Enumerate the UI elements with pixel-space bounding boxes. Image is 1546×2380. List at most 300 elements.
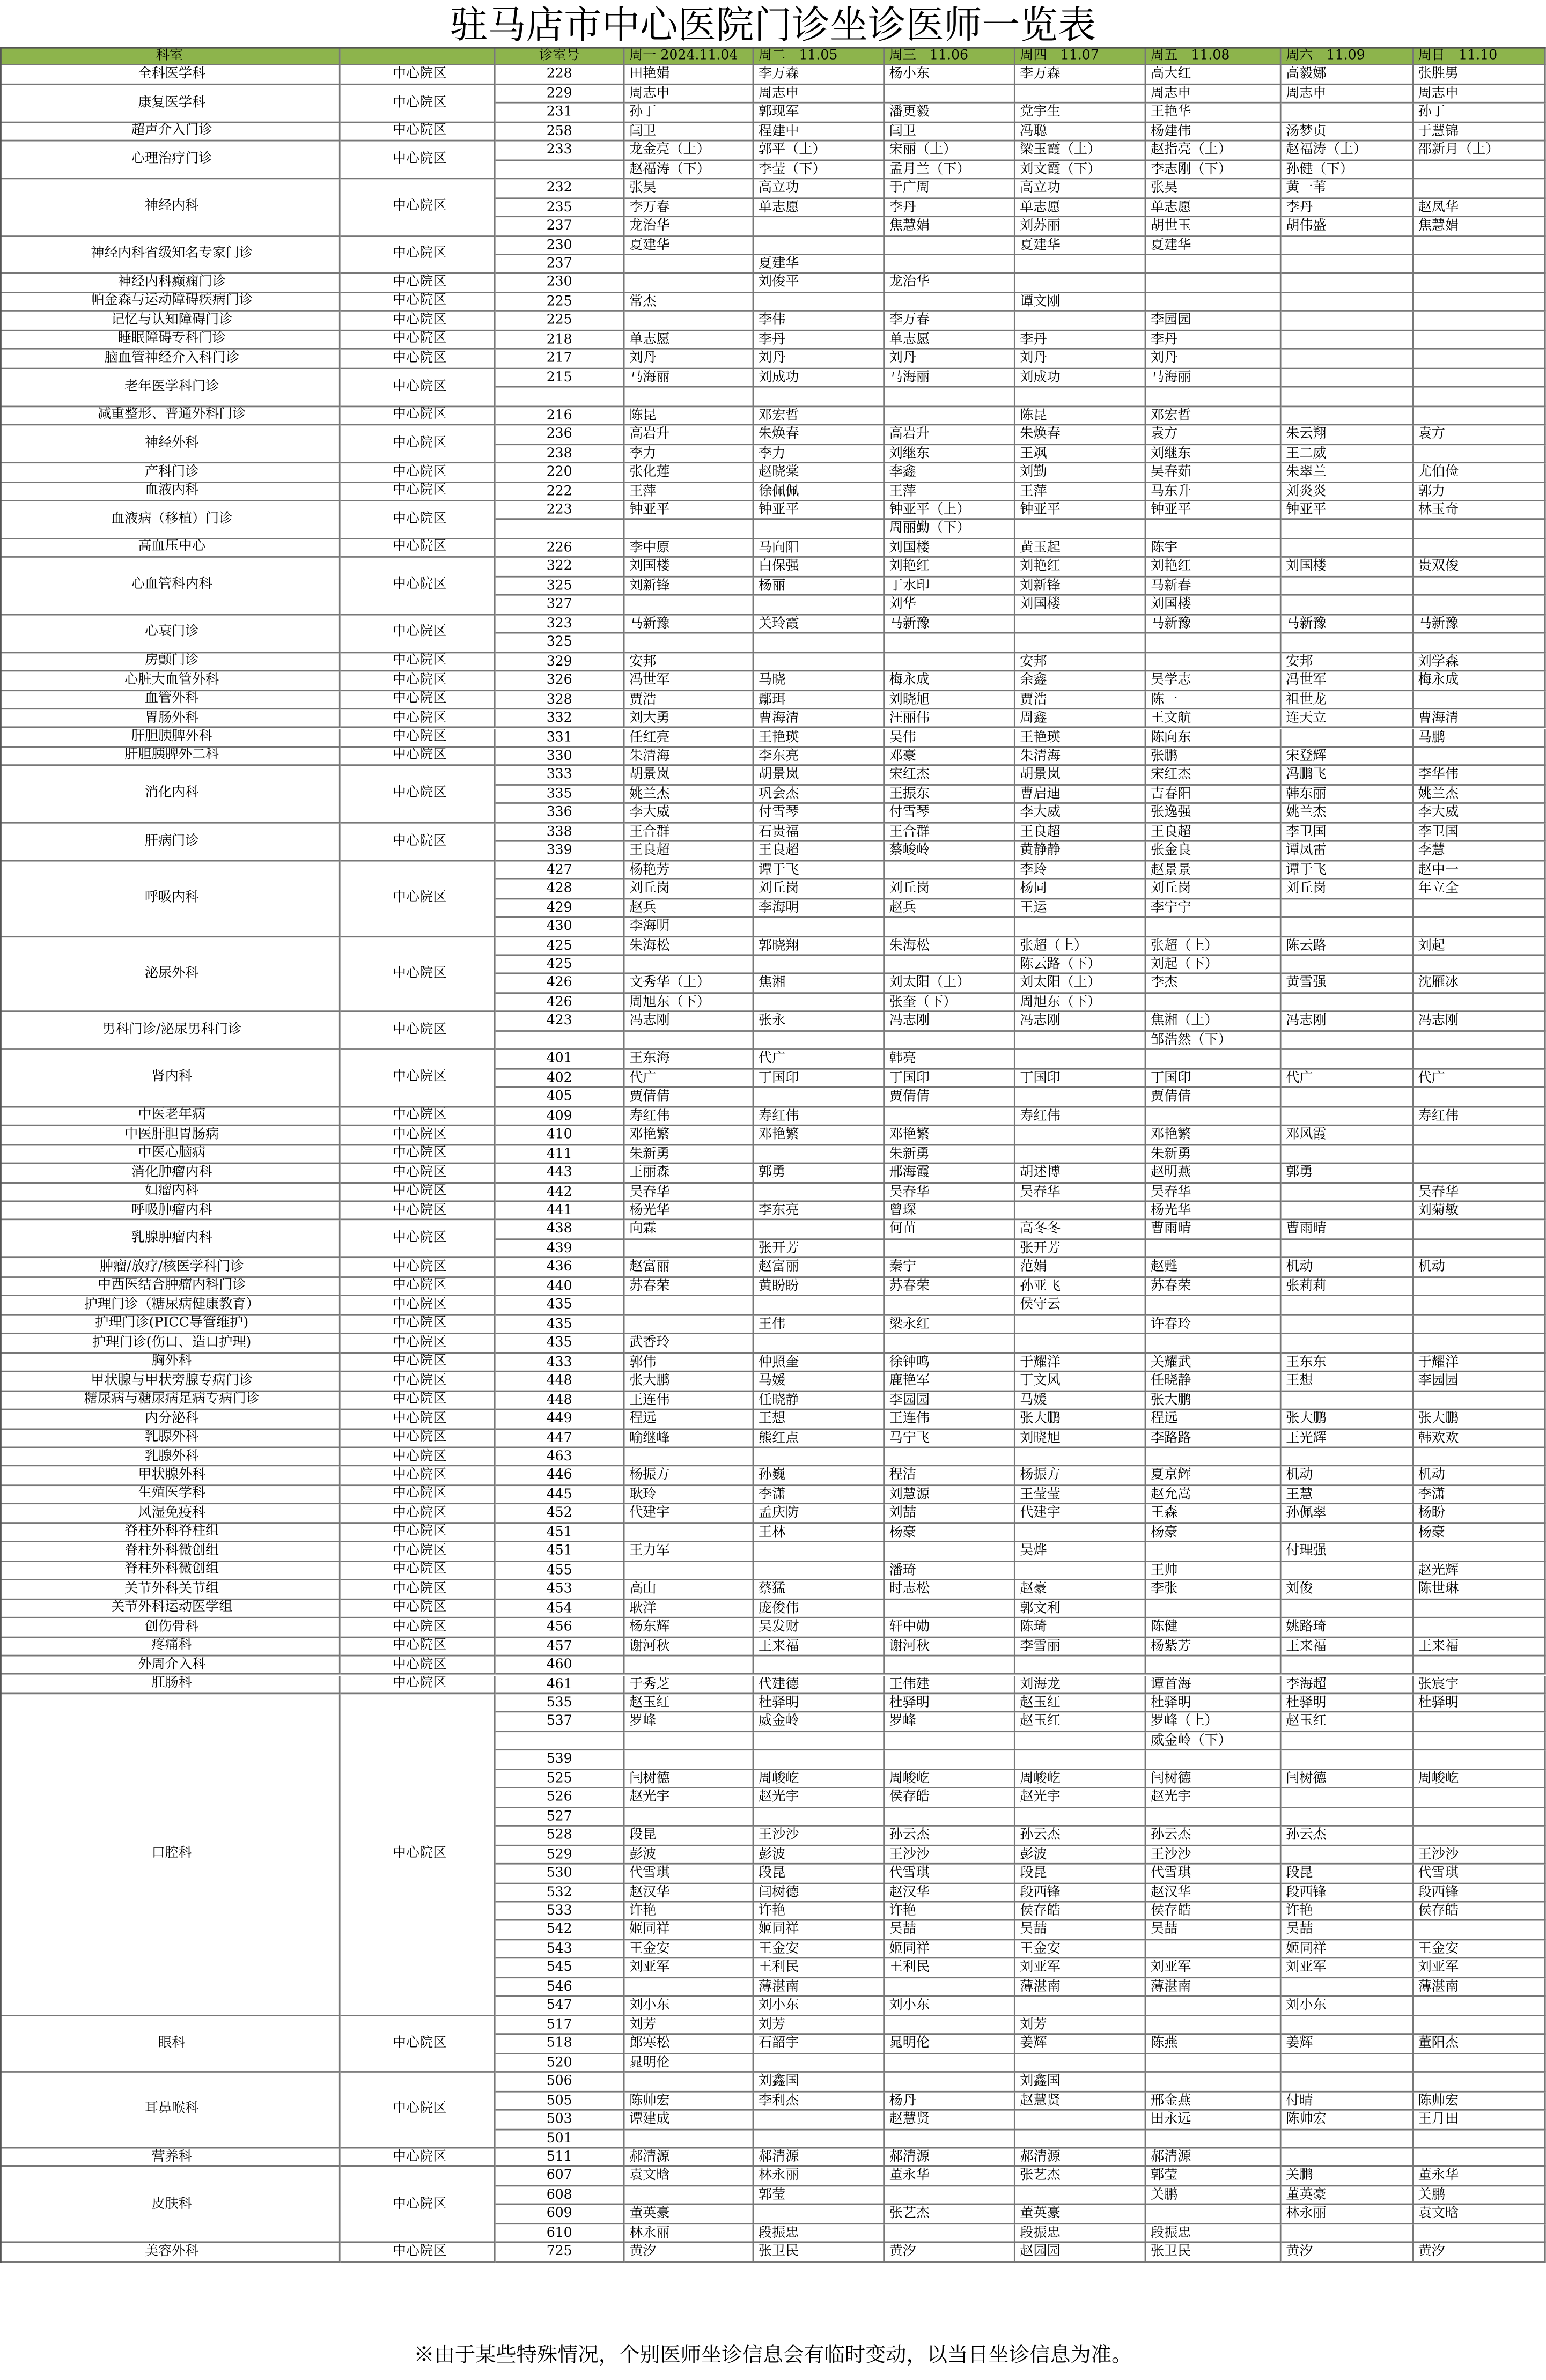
doctor-tue: 赵晓棠 — [754, 463, 885, 482]
doctor-mon — [625, 1315, 754, 1334]
department-name: 糖尿病与糖尿病足病专病门诊 — [0, 1391, 341, 1410]
doctor-sun: 李园园 — [1414, 1372, 1546, 1391]
doctor-thu: 赵玉红 — [1015, 1694, 1146, 1713]
doctor-fri — [1146, 1600, 1281, 1618]
doctor-thu — [1015, 1732, 1146, 1751]
doctor-sun — [1414, 369, 1546, 388]
room-number: 232 — [496, 180, 625, 198]
room-number: 440 — [496, 1277, 625, 1296]
doctor-tue: 王伟 — [754, 1315, 885, 1334]
campus-name: 中心院区 — [341, 1410, 496, 1429]
doctor-mon: 赵富丽 — [625, 1259, 754, 1277]
room-number: 608 — [496, 2186, 625, 2205]
doctor-thu — [1015, 634, 1146, 653]
doctor-mon: 杨艳芳 — [625, 861, 754, 880]
doctor-sun — [1414, 445, 1546, 463]
doctor-fri: 张超（上） — [1146, 937, 1281, 956]
doctor-sat — [1282, 634, 1414, 653]
doctor-fri: 邹浩然（下） — [1146, 1032, 1281, 1051]
campus-name: 中心院区 — [341, 1600, 496, 1618]
doctor-thu: 张超（上） — [1015, 937, 1146, 956]
doctor-wed: 闫卫 — [885, 123, 1015, 142]
doctor-thu: 周峻屹 — [1015, 1770, 1146, 1788]
room-number: 445 — [496, 1486, 625, 1505]
doctor-mon: 郝清源 — [625, 2149, 754, 2168]
room-number: 435 — [496, 1297, 625, 1315]
room-number: 547 — [496, 1997, 625, 2016]
doctor-fri: 程远 — [1146, 1410, 1281, 1429]
doctor-sat: 李海超 — [1282, 1675, 1414, 1694]
doctor-fri: 吴春茹 — [1146, 463, 1281, 482]
doctor-fri: 邢金燕 — [1146, 2092, 1281, 2111]
room-number: 401 — [496, 1051, 625, 1069]
doctor-wed: 赵兵 — [885, 899, 1015, 918]
doctor-wed: 吴伟 — [885, 729, 1015, 748]
doctor-mon: 耿洋 — [625, 1600, 754, 1618]
doctor-sat — [1282, 1751, 1414, 1770]
doctor-tue: 王艳瑛 — [754, 729, 885, 748]
doctor-thu — [1015, 1562, 1146, 1580]
doctor-tue: 彭波 — [754, 1846, 885, 1865]
department-name: 眼科 — [0, 2016, 341, 2073]
doctor-wed: 黄汐 — [885, 2243, 1015, 2262]
room-number: 443 — [496, 1164, 625, 1183]
doctor-fri — [1146, 1940, 1281, 1959]
doctor-mon: 刘大勇 — [625, 709, 754, 728]
department-name: 心衰门诊 — [0, 615, 341, 653]
doctor-fri: 段振忠 — [1146, 2224, 1281, 2243]
doctor-mon: 李力 — [625, 445, 754, 463]
doctor-tue: 巩会杰 — [754, 786, 885, 804]
room-number: 258 — [496, 123, 625, 142]
doctor-fri — [1146, 2054, 1281, 2073]
doctor-tue: 曹海清 — [754, 709, 885, 728]
doctor-wed: 徐钟鸣 — [885, 1354, 1015, 1372]
doctor-mon: 杨光华 — [625, 1202, 754, 1221]
doctor-thu: 王飒 — [1015, 445, 1146, 463]
doctor-mon: 龙治华 — [625, 217, 754, 236]
campus-name: 中心院区 — [341, 1486, 496, 1505]
doctor-sat: 冯世军 — [1282, 672, 1414, 691]
doctor-fri: 邓宏哲 — [1146, 406, 1281, 425]
campus-name: 中心院区 — [341, 1145, 496, 1164]
doctor-tue: 李潇 — [754, 1486, 885, 1505]
doctor-thu: 刘太阳（上） — [1015, 975, 1146, 994]
doctor-tue: 郭勇 — [754, 1164, 885, 1183]
doctor-sat: 李丹 — [1282, 198, 1414, 217]
doctor-mon: 刘丘岗 — [625, 880, 754, 899]
room-number: 517 — [496, 2016, 625, 2035]
doctor-sat: 王想 — [1282, 1372, 1414, 1391]
campus-name: 中心院区 — [341, 331, 496, 350]
room-number: 430 — [496, 918, 625, 937]
doctor-wed: 孙云杰 — [885, 1827, 1015, 1845]
doctor-fri: 刘丹 — [1146, 350, 1281, 369]
doctor-wed: 周峻屹 — [885, 1770, 1015, 1788]
header-area — [341, 47, 496, 66]
doctor-thu: 朱焕春 — [1015, 426, 1146, 445]
campus-name: 中心院区 — [341, 1543, 496, 1562]
doctor-thu: 王良超 — [1015, 823, 1146, 842]
department-name: 心脏大血管外科 — [0, 672, 341, 691]
doctor-sat — [1282, 520, 1414, 539]
campus-name: 中心院区 — [341, 1524, 496, 1542]
doctor-tue: 刘成功 — [754, 369, 885, 388]
doctor-tue: 王来福 — [754, 1637, 885, 1656]
header-fri: 周五 11.08 — [1146, 47, 1281, 66]
room-number: 433 — [496, 1354, 625, 1372]
doctor-fri — [1146, 2130, 1281, 2148]
doctor-tue: 石韶宇 — [754, 2035, 885, 2054]
doctor-fri — [1146, 1107, 1281, 1126]
doctor-wed — [885, 2224, 1015, 2243]
doctor-sat: 王东东 — [1282, 1354, 1414, 1372]
campus-name: 中心院区 — [341, 1637, 496, 1656]
campus-name: 中心院区 — [341, 1126, 496, 1145]
doctor-fri: 陈宇 — [1146, 539, 1281, 558]
campus-name: 中心院区 — [341, 823, 496, 861]
doctor-tue — [754, 634, 885, 653]
campus-name: 中心院区 — [341, 426, 496, 464]
doctor-mon — [625, 1657, 754, 1675]
doctor-fri: 王帅 — [1146, 1562, 1281, 1580]
campus-name: 中心院区 — [341, 1334, 496, 1353]
doctor-mon: 耿玲 — [625, 1486, 754, 1505]
room-number: 322 — [496, 558, 625, 577]
doctor-sat — [1282, 1978, 1414, 1997]
doctor-sun — [1414, 1088, 1546, 1107]
doctor-sun: 刘菊敏 — [1414, 1202, 1546, 1221]
doctor-thu: 赵光宇 — [1015, 1789, 1146, 1808]
doctor-wed: 马新豫 — [885, 615, 1015, 634]
doctor-sun — [1414, 350, 1546, 369]
doctor-tue: 付雪琴 — [754, 804, 885, 823]
doctor-mon — [625, 2186, 754, 2205]
doctor-mon — [625, 1524, 754, 1542]
doctor-tue: 朱焕春 — [754, 426, 885, 445]
department-name: 房颤门诊 — [0, 653, 341, 671]
doctor-sun: 周峻屹 — [1414, 1770, 1546, 1788]
campus-name: 中心院区 — [341, 350, 496, 369]
room-number: 503 — [496, 2111, 625, 2130]
doctor-sat: 关鹏 — [1282, 2168, 1414, 2186]
room-number: 429 — [496, 899, 625, 918]
doctor-mon — [625, 2073, 754, 2091]
doctor-thu: 董英豪 — [1015, 2205, 1146, 2224]
doctor-fri: 杨豪 — [1146, 1524, 1281, 1542]
doctor-tue — [754, 1032, 885, 1051]
doctor-sun: 姚兰杰 — [1414, 786, 1546, 804]
doctor-fri: 陈健 — [1146, 1618, 1281, 1637]
doctor-tue: 林永丽 — [754, 2168, 885, 2186]
doctor-sun: 李慧 — [1414, 842, 1546, 861]
doctor-sat: 郭勇 — [1282, 1164, 1414, 1183]
department-name: 妇瘤内科 — [0, 1183, 341, 1202]
department-name: 外周介入科 — [0, 1657, 341, 1675]
room-number: 411 — [496, 1145, 625, 1164]
room-number: 526 — [496, 1789, 625, 1808]
room-number: 236 — [496, 426, 625, 445]
doctor-tue: 刘芳 — [754, 2016, 885, 2035]
doctor-sun: 郭力 — [1414, 483, 1546, 501]
doctor-tue: 杜驿明 — [754, 1694, 885, 1713]
room-number: 537 — [496, 1713, 625, 1732]
doctor-tue: 李万森 — [754, 66, 885, 85]
campus-name: 中心院区 — [341, 312, 496, 331]
doctor-thu: 陈琦 — [1015, 1618, 1146, 1637]
room-number: 405 — [496, 1088, 625, 1107]
campus-name: 中心院区 — [341, 1391, 496, 1410]
doctor-sat — [1282, 539, 1414, 558]
doctor-thu — [1015, 388, 1146, 406]
department-name: 关节外科运动医学组 — [0, 1600, 341, 1618]
doctor-sun: 袁方 — [1414, 426, 1546, 445]
doctor-thu — [1015, 1448, 1146, 1467]
room-number: 435 — [496, 1334, 625, 1353]
doctor-thu — [1015, 1051, 1146, 1069]
doctor-thu — [1015, 1202, 1146, 1221]
room-number: 425 — [496, 937, 625, 956]
room-number: 217 — [496, 350, 625, 369]
doctor-wed: 代雪琪 — [885, 1865, 1015, 1883]
doctor-tue — [754, 1657, 885, 1675]
doctor-tue: 夏建华 — [754, 255, 885, 274]
doctor-wed: 刘晓旭 — [885, 691, 1015, 709]
doctor-mon: 胡景岚 — [625, 766, 754, 785]
doctor-thu: 张大鹏 — [1015, 1410, 1146, 1429]
campus-name: 中心院区 — [341, 369, 496, 407]
doctor-thu: 王金安 — [1015, 1940, 1146, 1959]
doctor-fri: 王沙沙 — [1146, 1846, 1281, 1865]
doctor-sun: 杜驿明 — [1414, 1694, 1546, 1713]
doctor-wed: 梁永红 — [885, 1315, 1015, 1334]
doctor-sat: 胡伟盛 — [1282, 217, 1414, 236]
doctor-sun — [1414, 1391, 1546, 1410]
doctor-tue: 王金安 — [754, 1940, 885, 1959]
room-number: 453 — [496, 1580, 625, 1599]
doctor-thu: 刘艳红 — [1015, 558, 1146, 577]
department-name: 消化内科 — [0, 766, 341, 823]
doctor-wed: 刘艳红 — [885, 558, 1015, 577]
doctor-sun: 机动 — [1414, 1259, 1546, 1277]
department-name: 胃肠外科 — [0, 709, 341, 728]
doctor-sat — [1282, 331, 1414, 350]
doctor-fri: 张大鹏 — [1146, 1391, 1281, 1410]
doctor-fri — [1146, 520, 1281, 539]
doctor-tue — [754, 1088, 885, 1107]
doctor-thu: 胡述博 — [1015, 1164, 1146, 1183]
doctor-thu: 郭文利 — [1015, 1600, 1146, 1618]
doctor-tue: 石贵福 — [754, 823, 885, 842]
doctor-sun: 寿红伟 — [1414, 1107, 1546, 1126]
doctor-mon: 朱新勇 — [625, 1145, 754, 1164]
doctor-tue: 王想 — [754, 1410, 885, 1429]
doctor-mon: 贾倩倩 — [625, 1088, 754, 1107]
doctor-thu: 李雪丽 — [1015, 1637, 1146, 1656]
doctor-sun: 赵中一 — [1414, 861, 1546, 880]
room-number: 446 — [496, 1467, 625, 1486]
room-number: 452 — [496, 1505, 625, 1524]
doctor-fri: 宋红杰 — [1146, 766, 1281, 785]
doctor-mon: 吴春华 — [625, 1183, 754, 1202]
doctor-wed: 赵汉华 — [885, 1883, 1015, 1902]
doctor-wed — [885, 1751, 1015, 1770]
doctor-wed: 王连伟 — [885, 1410, 1015, 1429]
doctor-wed: 邢海霞 — [885, 1164, 1015, 1183]
doctor-sat: 黄一苇 — [1282, 180, 1414, 198]
doctor-sun — [1414, 331, 1546, 350]
doctor-sat: 孙佩翠 — [1282, 1505, 1414, 1524]
department-name: 全科医学科 — [0, 66, 341, 85]
doctor-tue — [754, 1145, 885, 1164]
doctor-fri: 威金岭（下） — [1146, 1732, 1281, 1751]
doctor-mon: 黄汐 — [625, 2243, 754, 2262]
campus-name: 中心院区 — [341, 1505, 496, 1524]
doctor-mon: 刘新锋 — [625, 577, 754, 596]
doctor-mon — [625, 596, 754, 615]
doctor-fri: 张金良 — [1146, 842, 1281, 861]
doctor-sun: 黄汐 — [1414, 2243, 1546, 2262]
room-number: 528 — [496, 1827, 625, 1845]
doctor-sun — [1414, 1240, 1546, 1259]
campus-name: 中心院区 — [341, 1694, 496, 2016]
department-name: 肝胆胰脾外二科 — [0, 748, 341, 766]
room-number: 222 — [496, 483, 625, 501]
department-name: 脊柱外科微创组 — [0, 1543, 341, 1562]
doctor-wed: 丁国印 — [885, 1069, 1015, 1088]
doctor-wed — [885, 1657, 1015, 1675]
room-number: 463 — [496, 1448, 625, 1467]
doctor-sat: 赵玉红 — [1282, 1713, 1414, 1732]
doctor-tue: 白保强 — [754, 558, 885, 577]
doctor-sun — [1414, 1334, 1546, 1353]
doctor-fri: 李园园 — [1146, 312, 1281, 331]
department-name: 护理门诊(伤口、造口护理) — [0, 1334, 341, 1353]
doctor-fri: 陈向东 — [1146, 729, 1281, 748]
doctor-sun — [1414, 596, 1546, 615]
header-wed: 周三 11.06 — [885, 47, 1015, 66]
doctor-sat: 机动 — [1282, 1259, 1414, 1277]
doctor-sat — [1282, 312, 1414, 331]
doctor-thu — [1015, 1145, 1146, 1164]
doctor-wed: 宋丽（上） — [885, 142, 1015, 160]
campus-name: 中心院区 — [341, 66, 496, 85]
doctor-sun: 董阳杰 — [1414, 2035, 1546, 2054]
doctor-sat — [1282, 1051, 1414, 1069]
doctor-mon: 苏春荣 — [625, 1277, 754, 1296]
room-number: 231 — [496, 104, 625, 123]
doctor-mon: 赵玉红 — [625, 1694, 754, 1713]
doctor-mon: 谭建成 — [625, 2111, 754, 2130]
doctor-sat — [1282, 236, 1414, 255]
doctor-sat — [1282, 1657, 1414, 1675]
doctor-tue — [754, 236, 885, 255]
doctor-fri: 马海丽 — [1146, 369, 1281, 388]
room-number: 527 — [496, 1808, 625, 1827]
doctor-mon: 于秀芝 — [625, 1675, 754, 1694]
doctor-thu: 赵豪 — [1015, 1580, 1146, 1599]
doctor-wed: 晁明伦 — [885, 2035, 1015, 2054]
doctor-sat — [1282, 918, 1414, 937]
doctor-thu — [1015, 1334, 1146, 1353]
doctor-wed: 王振东 — [885, 786, 1015, 804]
room-number: 235 — [496, 198, 625, 217]
doctor-mon — [625, 956, 754, 974]
doctor-sat — [1282, 1145, 1414, 1164]
doctor-fri: 罗峰（上） — [1146, 1713, 1281, 1732]
doctor-mon: 武香玲 — [625, 1334, 754, 1353]
doctor-mon: 晁明伦 — [625, 2054, 754, 2073]
header-dept: 科室 — [0, 47, 341, 66]
doctor-thu — [1015, 2130, 1146, 2148]
doctor-thu: 寿红伟 — [1015, 1107, 1146, 1126]
doctor-mon: 周志申 — [625, 85, 754, 104]
doctor-tue: 郭平（上） — [754, 142, 885, 160]
doctor-wed: 刘继东 — [885, 445, 1015, 463]
doctor-thu: 段西锋 — [1015, 1883, 1146, 1902]
doctor-wed: 李园园 — [885, 1391, 1015, 1410]
doctor-fri: 苏春荣 — [1146, 1277, 1281, 1296]
doctor-fri: 刘继东 — [1146, 445, 1281, 463]
campus-name: 中心院区 — [341, 2149, 496, 2168]
doctor-wed: 孟月兰（下） — [885, 160, 1015, 179]
doctor-thu: 侯守云 — [1015, 1297, 1146, 1315]
room-number: 535 — [496, 1694, 625, 1713]
doctor-tue — [754, 2205, 885, 2224]
department-name: 甲状腺与甲状旁腺专病门诊 — [0, 1372, 341, 1391]
doctor-mon: 刘亚军 — [625, 1959, 754, 1978]
doctor-sat — [1282, 104, 1414, 123]
doctor-tue: 周峻屹 — [754, 1770, 885, 1788]
doctor-sun: 曹海清 — [1414, 709, 1546, 728]
doctor-wed — [885, 2016, 1015, 2035]
doctor-wed: 潘琦 — [885, 1562, 1015, 1580]
doctor-sat: 冯志刚 — [1282, 1012, 1414, 1031]
doctor-mon: 王良超 — [625, 842, 754, 861]
doctor-fri: 李杰 — [1146, 975, 1281, 994]
doctor-tue: 孙巍 — [754, 1467, 885, 1486]
doctor-tue — [754, 1221, 885, 1240]
doctor-sat — [1282, 1315, 1414, 1334]
doctor-fri: 吴喆 — [1146, 1921, 1281, 1940]
doctor-mon — [625, 520, 754, 539]
doctor-sat: 李卫国 — [1282, 823, 1414, 842]
department-name: 泌尿外科 — [0, 937, 341, 1012]
doctor-thu — [1015, 615, 1146, 634]
doctor-wed: 吴春华 — [885, 1183, 1015, 1202]
doctor-sun: 吴春华 — [1414, 1183, 1546, 1202]
room-number: 435 — [496, 1315, 625, 1334]
doctor-fri: 陈一 — [1146, 691, 1281, 709]
doctor-tue — [754, 1808, 885, 1827]
doctor-mon: 喻继峰 — [625, 1429, 754, 1448]
page-title: 驻马店市中心医院门诊坐诊医师一览表 — [450, 3, 1096, 47]
doctor-mon: 罗峰 — [625, 1713, 754, 1732]
doctor-thu — [1015, 520, 1146, 539]
doctor-sun: 代雪琪 — [1414, 1865, 1546, 1883]
doctor-tue: 李海明 — [754, 899, 885, 918]
doctor-thu: 刘亚军 — [1015, 1959, 1146, 1978]
doctor-thu — [1015, 2186, 1146, 2205]
campus-name: 中心院区 — [341, 123, 496, 142]
doctor-thu: 吴春华 — [1015, 1183, 1146, 1202]
doctor-mon: 文秀华（上） — [625, 975, 754, 994]
doctor-wed: 朱新勇 — [885, 1145, 1015, 1164]
doctor-tue: 郝清源 — [754, 2149, 885, 2168]
doctor-mon: 程远 — [625, 1410, 754, 1429]
doctor-wed: 王伟建 — [885, 1675, 1015, 1694]
doctor-fri: 李丹 — [1146, 331, 1281, 350]
